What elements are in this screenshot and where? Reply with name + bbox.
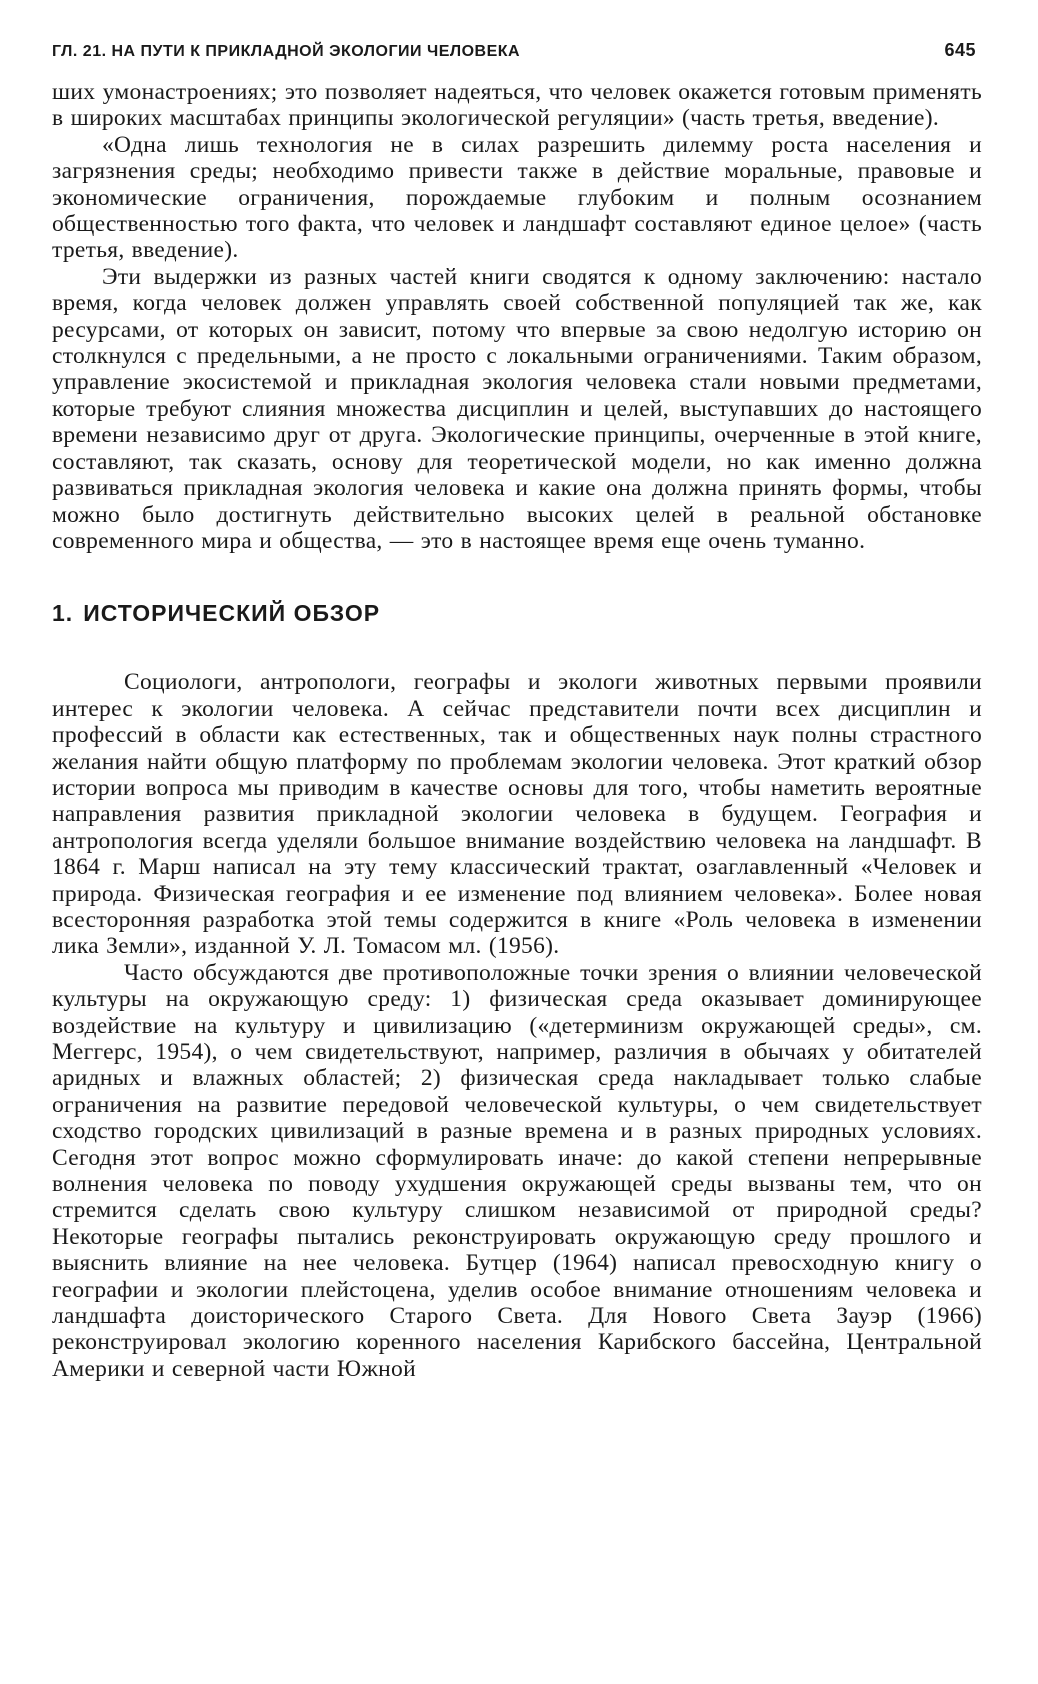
paragraph-conclusion: Эти выдержки из разных частей книги сводятся к одному заключению: настало время, когда человек должен управлять своей собственной популяцией так же, как ресурсами, от которых он зависит, потому что впервые за свою недолгую историю он столкнулся с предельными, а не просто с локальными ограничениями. Таким образом, управление экосистемой и прикладная экология человека стали новыми предметами, которые требуют слияния множества дисциплин и целей, выступавших до настоящего времени независимо друг от друга. Экологические принципы, очерченные в этой книге, составляют, так сказать, основу для теоретической модели, но как именно должна развиваться прикладная экология человека и какие она должна принять формы, чтобы можно было достигнуть действительно высоких целей в реальной обстановке современного мира и общества, — это в настоящее время еще очень туманно. [52, 263, 982, 554]
section-number: 1. [52, 600, 74, 627]
section-heading [52, 600, 982, 627]
section-text [52, 669, 982, 1382]
paragraph-viewpoints: Часто обсуждаются две противоположные точки зрения о влиянии человеческой культуры на окружающую среду: 1) физическая среда оказывает доминирующее воздействие на культуру и цивилизацию («детерминизм окружающей среды», см. Меггерс, 1954), о чем свидетельствуют, например, различия в обычаях у обитателей аридных и влажных областей; 2) физическая среда накладывает только слабые ограничения на развитие передовой человеческой культуры, о чем свидетельствует сходство городских цивилизаций в разные времена и в разных природных условиях. Сегодня этот вопрос можно сформулировать иначе: до какой степени непрерывные волнения человека по поводу ухудшения окружающей среды вызваны тем, что он стремится сделать свою культуру слишком независимой от природной среды? Некоторые географы пытались реконструировать окружающую среду прошлого и выяснить влияние на нее человека. Бутцер (1964) написал превосходную книгу о географии и экологии плейстоцена, уделив особое внимание отношениям человека и ландшафта доисторического Старого Света. Для Нового Света Зауэр (1966) реконструировал экологию коренного населения Карибского бассейна, Центральной Америки и северной части Южной [52, 959, 982, 1382]
paragraph-continued: ших умонастроениях; это позволяет надеяться, что человек окажется готовым применять в широких масштабах принципы экологической регуляции» (часть третья, введение). [52, 79, 982, 132]
intro-text [52, 79, 982, 554]
section-title: ИСТОРИЧЕСКИЙ ОБЗОР [83, 600, 381, 627]
book-page [52, 40, 982, 1382]
running-title: ГЛ. 21. НА ПУТИ К ПРИКЛАДНОЙ ЭКОЛОГИИ ЧЕЛОВЕКА [52, 43, 521, 60]
paragraph-history: Социологи, антропологи, географы и экологи животных первыми проявили интерес к экологии человека. А сейчас представители почти всех дисциплин и профессий в области как естественных, так и общественных наук полны страстного желания найти общую платформу по проблемам экологии человека. Этот краткий обзор истории вопроса мы приводим в качестве основы для того, чтобы наметить вероятные направления развития прикладной экологии человека в будущем. География и антропология всегда уделяли большое внимание воздействию человека на ландшафт. В 1864 г. Марш написал на эту тему классический трактат, озаглавленный «Человек и природа. Физическая география и ее изменение под влиянием человека». Более новая всесторонняя разработка этой темы содержится в книге «Роль человека в изменении лика Земли», изданной У. Л. Томасом мл. (1956). [52, 669, 982, 960]
page-number: 645 [944, 40, 976, 60]
running-header [52, 40, 982, 61]
paragraph-quote: «Одна лишь технология не в силах разрешить дилемму роста населения и загрязнения среды; необходимо привести также в действие моральные, правовые и экономические ограничения, порождаемые глубоким и полным осознанием общественностью того факта, что человек и ландшафт составляют единое целое» (часть третья, введение). [52, 131, 982, 264]
